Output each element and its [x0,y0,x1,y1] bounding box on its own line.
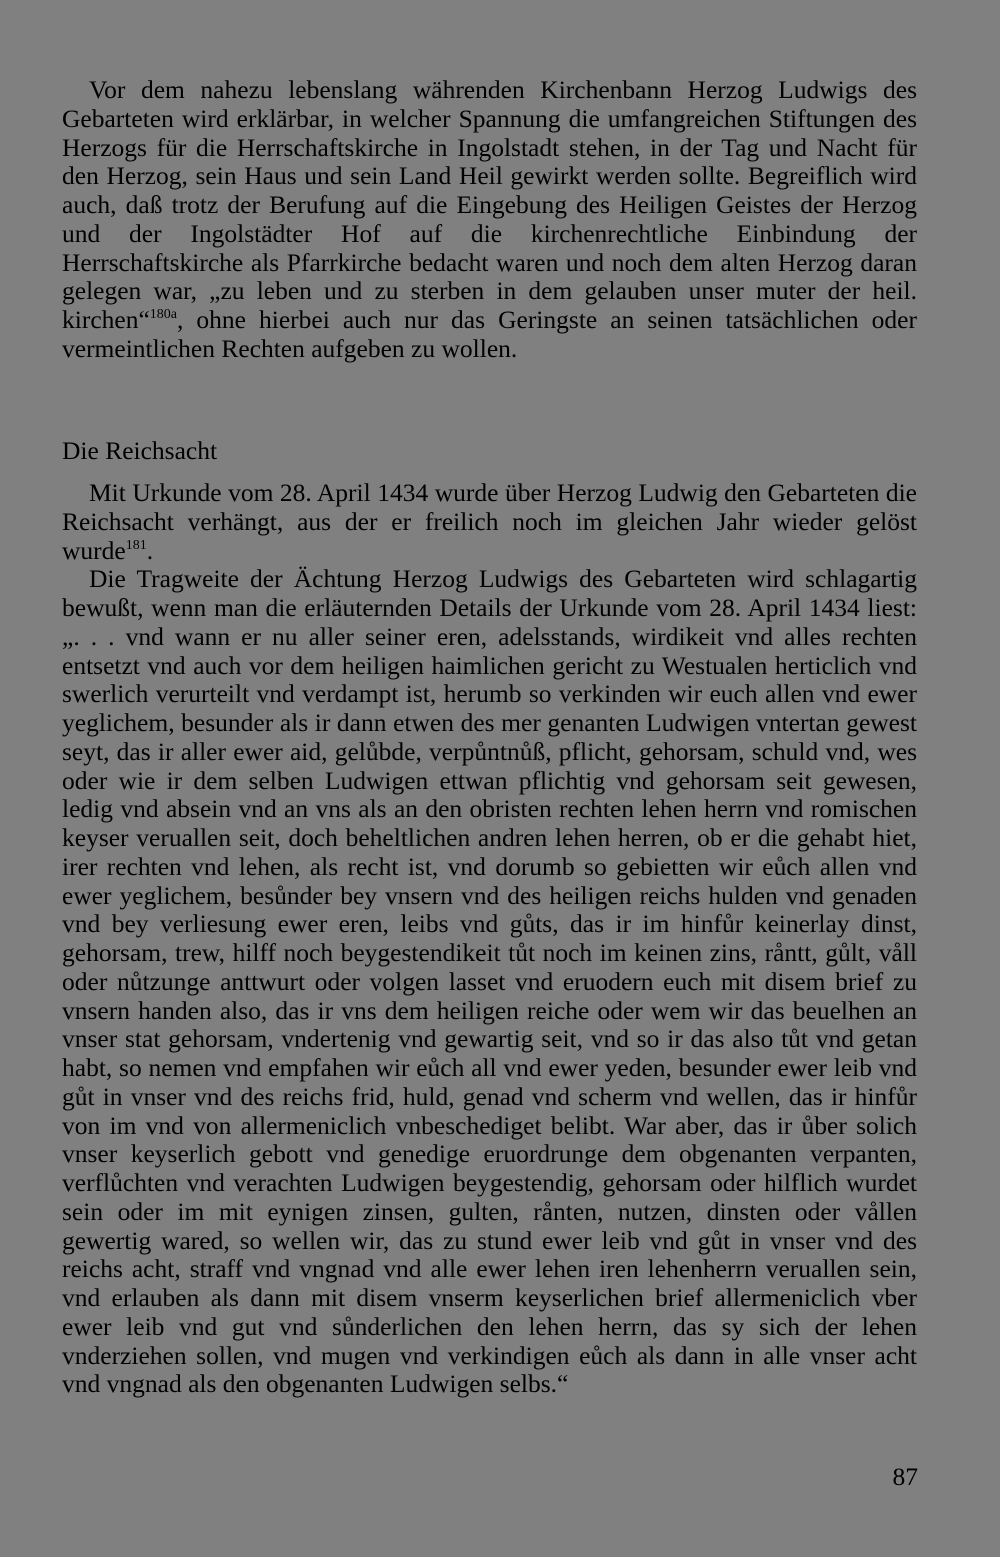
page-number: 87 [892,1462,918,1491]
paragraph-text-continued: . [146,535,154,565]
footnote-marker: 180a [149,307,177,322]
footnote-marker: 181 [125,537,147,553]
paragraph-text: Die Tragweite der Ächtung Herzog Ludwigs des Gebarteten wird schlagartig bewußt, wenn man die erläuternden Details der Urkunde vom 28. April 1434 liest: „. . . vnd wann er nu aller seiner eren, adelsstands, wirdikeit vnd alles rechten entsetzt vnd auch vor dem heiligen haimlichen gericht zu Westualen herticlich vnd swerlich verurteilt vnd verdampt ist, herumb so verkinden wir euch allen vnd ewer yeglichem, besunder als ir dann etwen des mer genanten Ludwigen vntertan gewest seyt, das ir aller ewer aid, gelůbde, verpůntnůß, pflicht, gehorsam, schuld vnd, wes oder wie ir dem selben Ludwigen ettwan pflichtig vnd gehorsam seit gewesen, ledig vnd absein vnd an vns als an den obristen rechten lehen herrn vnd romischen keyser veruallen seit, doch beheltlichen andren lehen herren, ob er die gehabt hiet, irer rechten vnd lehen, als recht ist, vnd dorumb so gebietten wir eůch allen vnd ewer yeglichem, besůnder bey vnsern vnd des heiligen reichs hulden vnd genaden vnd bey verliesung ewer eren, leibs vnd gůts, das ir im hinfůr keinerlay dinst, gehorsam, trew, hilff noch beygestendikeit tůt noch im keinen zins, råntt, gůlt, våll oder nůtzunge anttwurt oder volgen lasset vnd eruodern euch mit disem brief zu vnsern handen also, das ir vns dem heiligen reiche oder wem wir das beuelhen an vnser stat gehorsam, vndertenig vnd gewartig seit, vnd so ir das also tůt vnd getan habt, so nemen vnd empfahen wir eůch all vnd ewer yeden, besunder ewer leib vnd gůt in vnser vnd des reichs frid, huld, genad vnd scherm vnd wellen, das ir hinfůr von im vnd von allermeniclich vnbeschediget belibt. War aber, das ir ůber solich vnser keyserlich gebott vnd genedige eruordrunge dem obgenanten verpanten, verflůchten vnd verachten Ludwigen beygestendig, gehorsam oder hilflich wurdet sein oder im mit eynigen zinsen, gulten, rånten, nutzen, dinsten oder vållen gewertig wared, so wellen wir, das zu stund ewer leib vnd gůt in vnser vnd des reichs acht, straff vnd vngnad vnd alle ewer lehen iren lehenherrn veruallen sein, vnd erlauben als dann mit disem vnserm keyserlichen brief allermeniclich vber ewer leib vnd gut vnd sůnderlichen den lehen herrn, das sy sich der lehen vnderziehen sollen, vnd mugen vnd verkindigen eůch als dann in alle vnser acht vnd vngnad als den obgenanten Ludwigen selbs.“ [62,564,917,1399]
body-paragraph [62,565,917,1399]
body-paragraph [62,479,917,565]
body-paragraph [62,76,917,364]
paragraph-text: Vor dem nahezu lebenslang währenden Kirchenbann Herzog Ludwigs des Gebarteten wird erklärbar, in welcher Spannung die umfangreichen Stiftungen des Herzogs für die Herrschaftskirche in Ingolstadt stehen, in der Tag und Nacht für den Herzog, sein Haus und sein Land Heil gewirkt werden sollte. Begreiflich wird auch, daß trotz der Berufung auf die Eingebung des Heiligen Geistes der Herzog und der Ingolstädter Hof auf die kirchenrechtliche Einbindung der Herrschaftskirche als Pfarrkirche bedacht waren und noch dem alten Herzog daran gelegen war, „zu leben und zu sterben in dem gelauben unser muter der heil. kirchen“ [62,75,917,334]
section-heading: Die Reichsacht [62,436,218,465]
section-body [62,479,917,1399]
paragraph-text: Mit Urkunde vom 28. April 1434 wurde über Herzog Ludwig den Gebarteten die Reichsacht verhängt, aus der er freilich noch im gleichen Jahr wieder gelöst wurde [62,478,917,565]
paragraph-text-continued: , ohne hierbei auch nur das Geringste an seinen tatsächlichen oder vermeintlichen Rechten aufgeben zu wollen. [62,305,917,363]
page-body [62,76,917,364]
